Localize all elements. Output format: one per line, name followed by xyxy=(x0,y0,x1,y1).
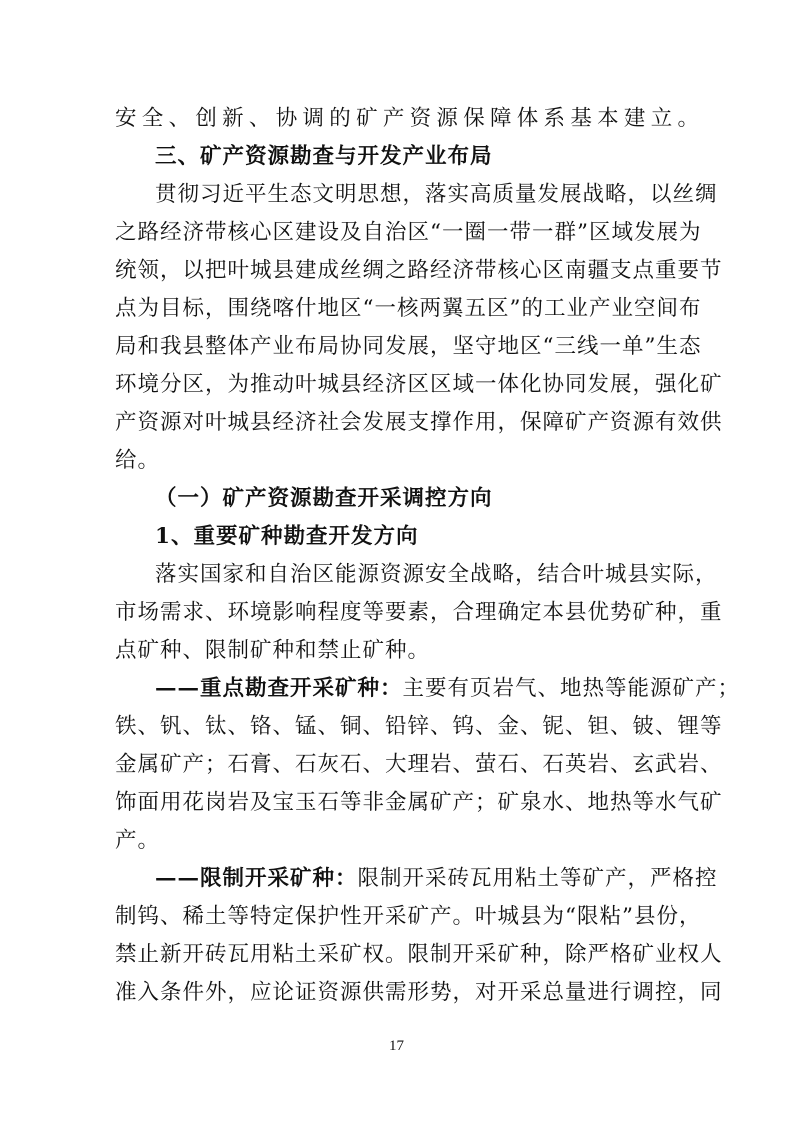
restricted-minerals-text: 限制开采砖瓦用粘土等矿产，严格控 xyxy=(357,866,718,891)
paragraph-line: 点矿种、限制矿种和禁止矿种。 xyxy=(115,638,431,663)
paragraph-line: 饰面用花岗岩及宝玉石等非金属矿产；矿泉水、地热等水气矿 xyxy=(115,790,723,815)
paragraph-line: 安全、创新、协调的矿产资源保障体系基本建立。 xyxy=(115,106,700,131)
paragraph-line: 铁、钒、钛、铬、锰、铜、铅锌、钨、金、铌、钽、铍、锂等 xyxy=(115,714,723,739)
paragraph-line: 产。 xyxy=(115,828,161,853)
restricted-minerals-label: ——限制开采矿种： xyxy=(155,866,358,891)
paragraph-line: 制钨、稀土等特定保护性开采矿产。叶城县为“限粘”县份， xyxy=(115,904,702,929)
section-heading: 三、矿产资源勘查与开发产业布局 xyxy=(155,144,493,169)
paragraph-line xyxy=(155,674,741,704)
paragraph-line: 落实国家和自治区能源资源安全战略，结合叶城县实际， xyxy=(155,562,718,587)
key-minerals-text: 主要有页岩气、地热等能源矿产； xyxy=(402,676,741,701)
paragraph-line: 准入条件外，应论证资源供需形势，对开采总量进行调控，同 xyxy=(115,980,723,1005)
paragraph-line: 给。 xyxy=(115,448,161,473)
paragraph-line: 金属矿产；石膏、石灰石、大理岩、萤石、石英岩、玄武岩、 xyxy=(115,752,723,777)
paragraph-line: 统领，以把叶城县建成丝绸之路经济带核心区南疆支点重要节 xyxy=(115,258,723,283)
page-number: 17 xyxy=(389,1038,404,1054)
paragraph-line: 贯彻习近平生态文明思想，落实高质量发展战略，以丝绸 xyxy=(155,182,718,207)
paragraph-line: 之路经济带核心区建设及自治区“一圈一带一群”区域发展为 xyxy=(115,220,702,245)
subsection-heading: （一）矿产资源勘查开采调控方向 xyxy=(155,486,493,511)
paragraph-line: 禁止新开砖瓦用粘土采矿权。限制开采矿种，除严格矿业权人 xyxy=(115,942,723,967)
paragraph-line: 点为目标，围绕喀什地区“一核两翼五区”的工业产业空间布 xyxy=(115,296,702,321)
paragraph-line: 局和我县整体产业布局协同发展，坚守地区“三线一单”生态 xyxy=(115,334,702,359)
paragraph-line: 产资源对叶城县经济社会发展支撑作用，保障矿产资源有效供 xyxy=(115,410,723,435)
subsubsection-heading: 1、重要矿种勘查开发方向 xyxy=(155,524,419,549)
paragraph-line: 市场需求、环境影响程度等要素，合理确定本县优势矿种，重 xyxy=(115,600,723,625)
paragraph-line: 环境分区，为推动叶城县经济区区域一体化协同发展，强化矿 xyxy=(115,372,723,397)
key-minerals-label: ——重点勘查开采矿种： xyxy=(155,676,403,701)
paragraph-line xyxy=(155,864,718,894)
